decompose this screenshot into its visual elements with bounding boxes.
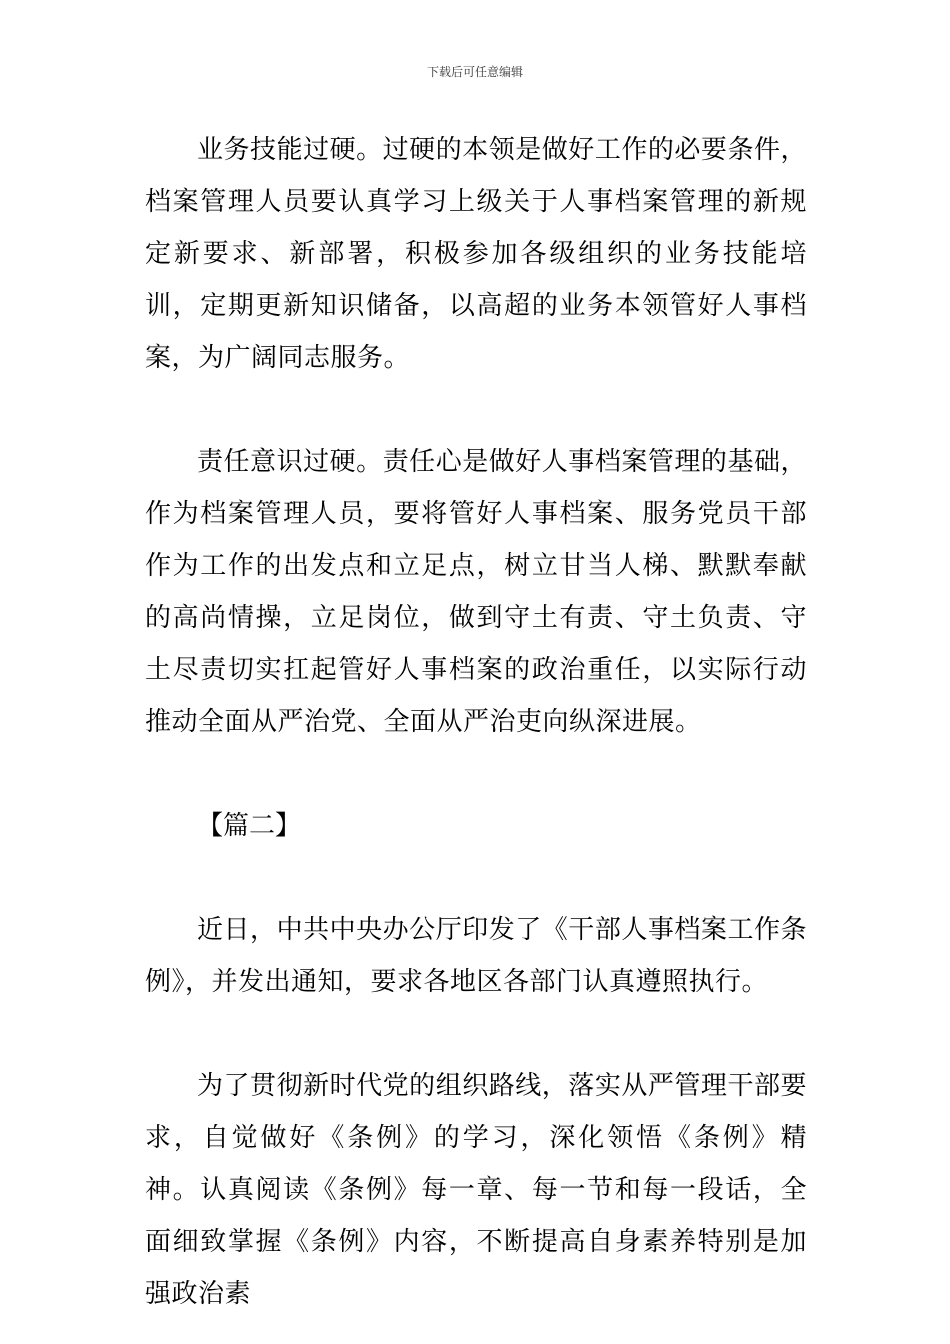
paragraph-regulation-notice: 近日，中共中央办公厅印发了《干部人事档案工作条例》，并发出通知，要求各地区各部门认真遵照执行。 bbox=[145, 915, 807, 997]
paragraph-responsibility: 责任意识过硬。责任心是做好人事档案管理的基础，作为档案管理人员，要将管好人事档案、服务党员干部作为工作的出发点和立足点，树立甘当人梯、默默奉献的高尚情操，立足岗位，做到守土有责、守土负责、守土尽责切实扛起管好人事档案的政治重任，以实际行动推动全面从严治党、全面从严治吏向纵深进展。 bbox=[145, 447, 807, 737]
page-header: 下载后可任意编辑 bbox=[426, 65, 523, 79]
section-title: 【篇二】 bbox=[197, 811, 302, 841]
paragraph-business-skills: 业务技能过硬。过硬的本领是做好工作的必要条件，档案管理人员要认真学习上级关于人事档案管理的新规定新要求、新部署，积极参加各级组织的业务技能培训，定期更新知识储备，以高超的业务本领管好人事档案，为广阔同志服务。 bbox=[145, 135, 807, 373]
paragraph-study-regulation: 为了贯彻新时代党的组织路线，落实从严管理干部要求，自觉做好《条例》的学习，深化领悟《条例》精神。认真阅读《条例》每一章、每一节和每一段话，全面细致掌握《条例》内容，不断提高自身素养特别是加强政治素 bbox=[145, 1071, 807, 1309]
document-body bbox=[145, 124, 807, 1320]
